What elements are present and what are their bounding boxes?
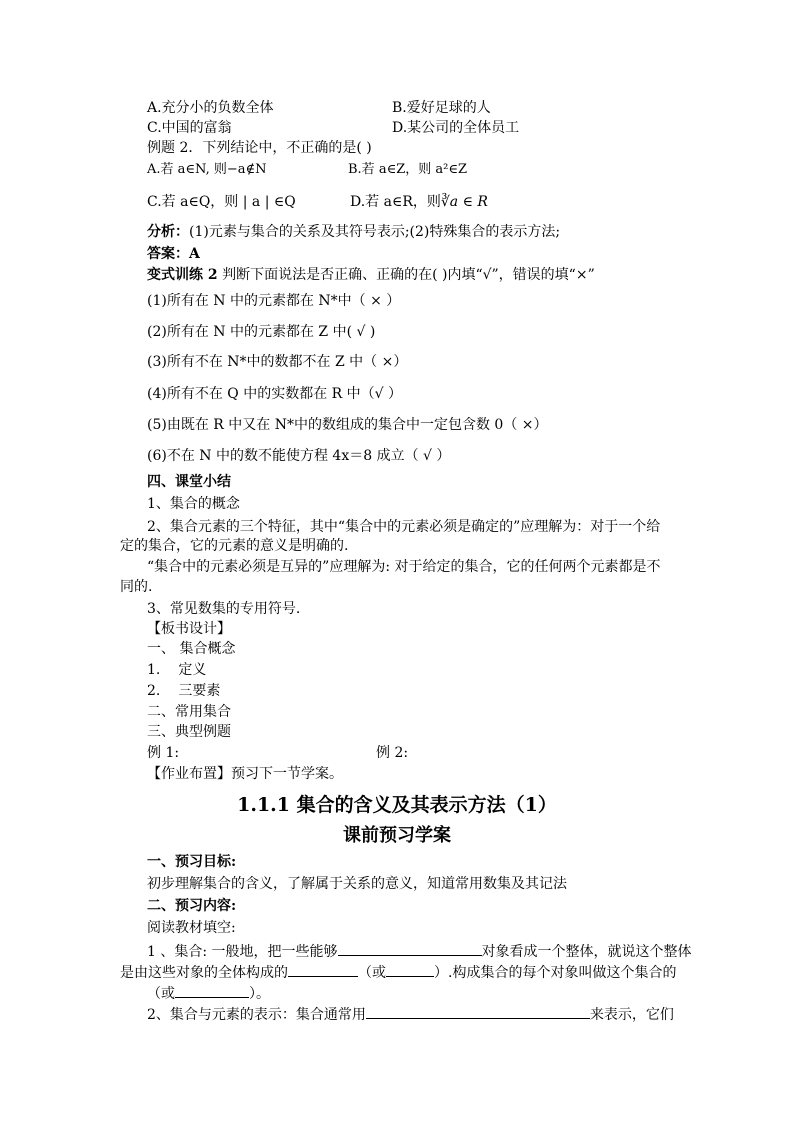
summary-item-2-line-2: 定的集合，它的元素的意义是明确的. [120, 538, 349, 554]
blank-5[interactable] [366, 1004, 590, 1019]
preview-goal-text: 初步理解集合的含义，了解属于关系的意义，知道常用数集及其记法 [147, 876, 567, 892]
board-line-2 [147, 661, 206, 679]
p1-text-a: 1 、集合: 一般地，把一些能够 [147, 944, 338, 960]
example1-option-d: D.某公司的全体员工 [392, 120, 520, 136]
board-example-2: 例 2: [376, 745, 409, 761]
example2-option-b: B.若 a∈Z，则 a²∈Z [348, 162, 467, 177]
practice2-title-text: 判断下面说法是否正确、正确的在( )内填“√”，错误的填“×” [217, 267, 595, 283]
preview-content-heading: 二、预习内容: [147, 898, 237, 914]
p2-text-b: 来表示，它们 [589, 1007, 674, 1023]
board-example-1: 例 1: [147, 745, 180, 761]
preview-p1-line-2 [120, 962, 676, 982]
example2-option-d [350, 193, 488, 211]
example1-option-c: C.中国的富翁 [147, 120, 232, 136]
example2-analysis [147, 223, 560, 241]
example2-question: 例题 2．下列结论中，不正确的是( ) [147, 140, 372, 156]
preview-p1-line-3 [147, 983, 270, 1003]
summary-item-2-line-3: “集合中的元素必须是互异的”应理解为: 对于给定的集合，它的任何两个元素都是不 [147, 559, 661, 575]
section-subtitle: 课前预习学案 [343, 825, 451, 846]
cube-root-formula: ∛a ∈ R [440, 194, 488, 210]
example1-option-b: B.爱好足球的人 [392, 100, 491, 116]
analysis-text: (1)元素与集合的关系及其符号表示;(2)特殊集合的表示方法; [189, 224, 561, 240]
p1-text-g: ）。 [249, 986, 270, 1002]
practice2-item-5: (5)由既在 R 中又在 N*中的数组成的集合中一定包含数 0（ ×） [147, 417, 548, 433]
blank-2[interactable] [288, 962, 358, 977]
board-heading: 【板书设计】 [147, 621, 231, 637]
practice2-title [147, 266, 595, 284]
practice2-item-1: (1)所有在 N 中的元素都在 N*中（ × ） [147, 293, 401, 309]
summary-item-2-line-4: 同的. [120, 579, 153, 595]
board-line-5: 三、典型例题 [147, 724, 231, 740]
board-line-1: 一、 集合概念 [147, 641, 236, 657]
p1-text-c: 是由这些对象的全体构成的 [120, 965, 288, 981]
summary-item-2-line-1: 2、集合元素的三个特征，其中“集合中的元素必须是确定的”应理解为：对于一个给 [147, 519, 661, 535]
blank-1[interactable] [338, 941, 482, 956]
board-line-3 [147, 682, 220, 700]
example1-option-a: A.充分小的负数全体 [147, 100, 274, 116]
p1-text-d: （或 [358, 965, 386, 981]
preview-p2-line-1 [147, 1004, 674, 1024]
example2-option-c: C.若 a∈Q，则 | a | ∈Q [147, 194, 296, 210]
example2-answer: 答案：A [147, 246, 200, 262]
analysis-label: 分析： [147, 224, 189, 240]
p1-text-b: 对象看成一个整体，就说这个整体 [481, 944, 692, 960]
summary-heading: 四、课堂小结 [147, 474, 231, 490]
practice2-item-3: (3)所有不在 N*中的数都不在 Z 中（ ×） [147, 354, 408, 370]
p1-text-e: ）.构成集合的每个对象叫做这个集合的 [434, 965, 677, 981]
blank-4[interactable] [175, 983, 249, 998]
practice2-item-4: (4)所有不在 Q 中的实数都在 R 中（√ ） [147, 386, 403, 402]
board-line-2-number: 1. [147, 662, 161, 678]
preview-p1-line-1 [147, 941, 692, 961]
board-line-3-text: 三要素 [178, 683, 221, 699]
summary-item-3: 3、常见数集的专用符号. [147, 601, 301, 617]
practice2-item-6: (6)不在 N 中的数不能使方程 4x＝8 成立（ √ ） [147, 448, 451, 464]
summary-item-1: 1、集合的概念 [147, 496, 240, 512]
preview-goal-heading: 一、预习目标: [147, 854, 237, 870]
p1-text-f: （或 [147, 986, 175, 1002]
practice2-item-2: (2)所有在 N 中的元素都在 Z 中( √ ) [147, 324, 376, 340]
blank-3[interactable] [386, 962, 434, 977]
p2-text-a: 2、集合与元素的表示：集合通常用 [147, 1007, 366, 1023]
section-title: 1.1.1 集合的含义及其表示方法（1） [237, 794, 557, 816]
homework-assignment: 【作业布置】预习下一节学案。 [147, 766, 343, 782]
board-line-3-number: 2. [147, 683, 161, 699]
example2-option-d-text: D.若 a∈R，则 [350, 194, 441, 210]
preview-fill-intro: 阅读教材填空: [147, 920, 236, 936]
practice2-title-label: 变式训练 2 [147, 267, 218, 283]
board-line-4: 二、常用集合 [147, 704, 231, 720]
board-line-2-text: 定义 [178, 662, 207, 678]
example2-option-a: A.若 a∈N, 则−a∉N [147, 162, 267, 177]
